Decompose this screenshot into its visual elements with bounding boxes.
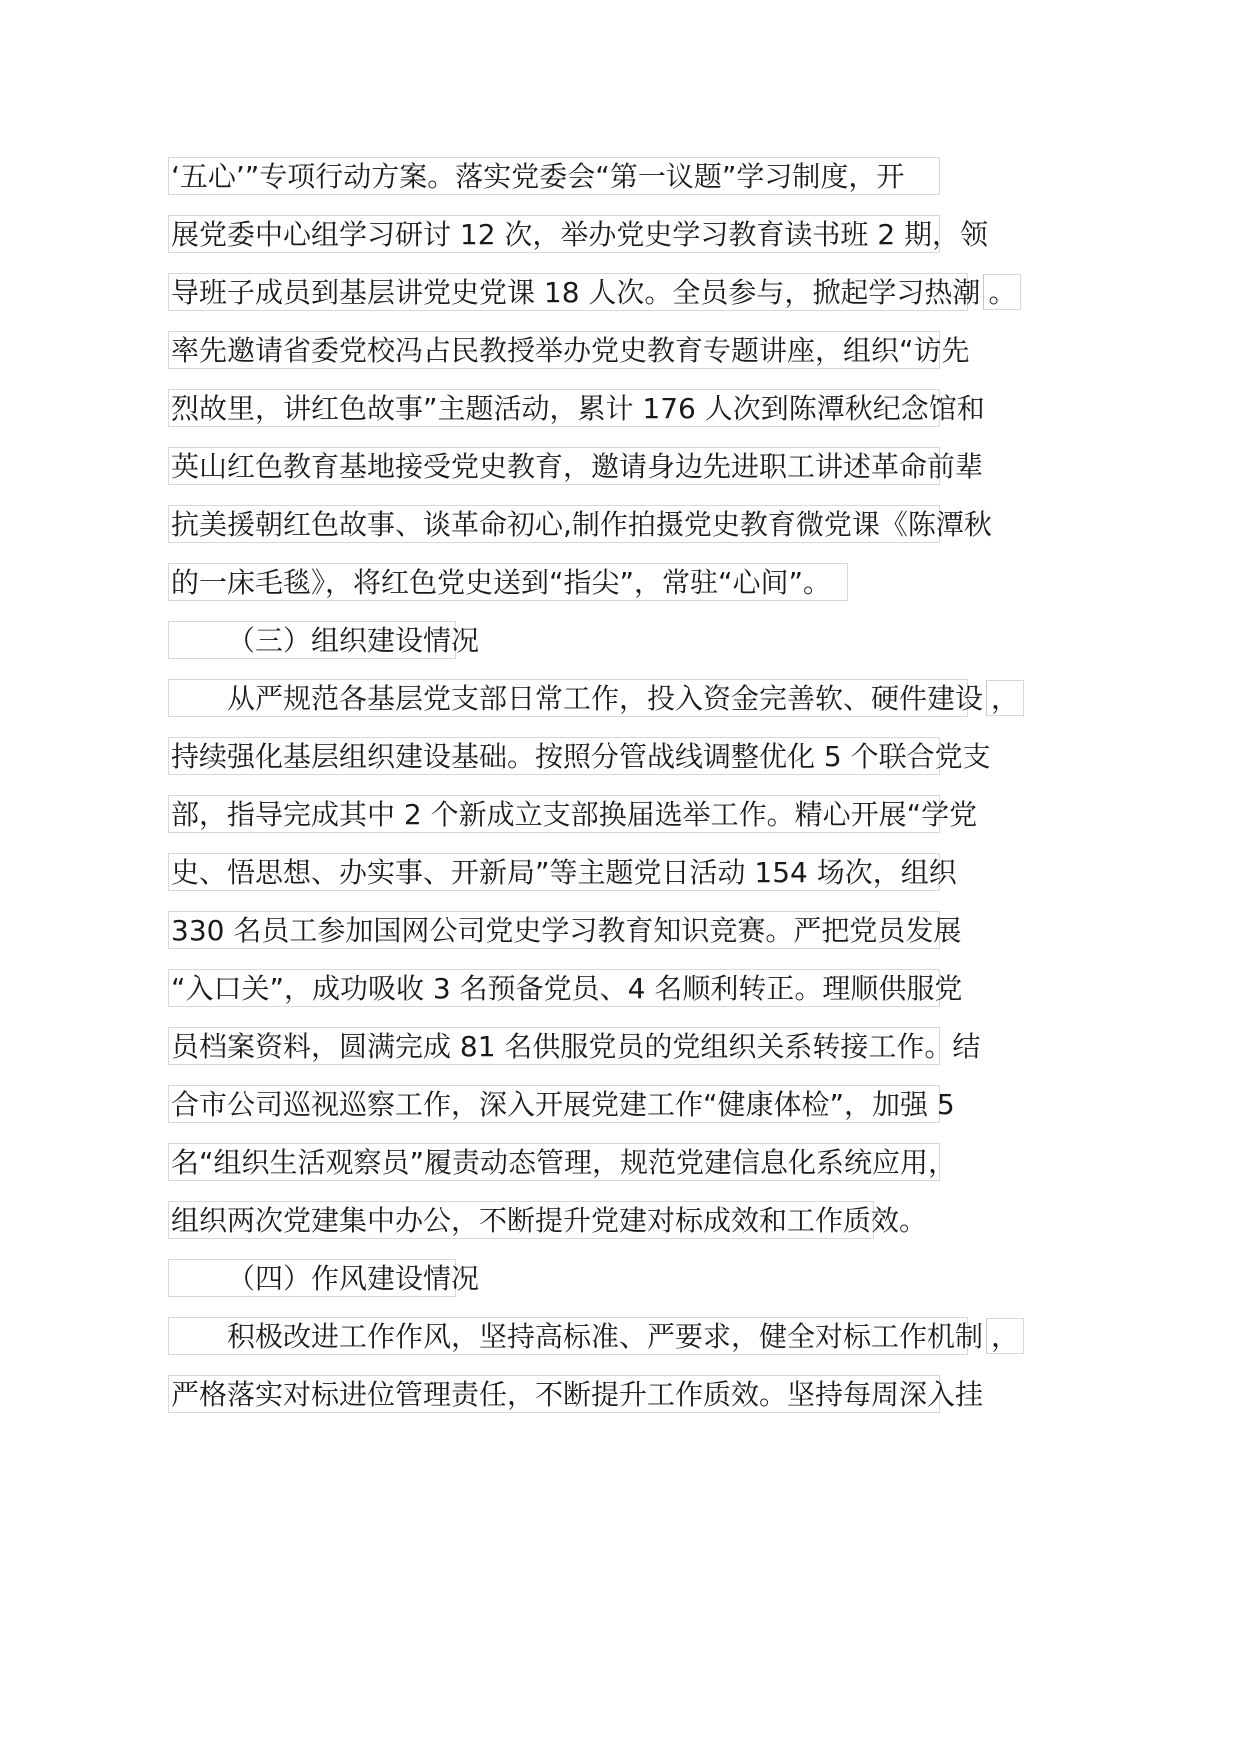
text-line-3-tail: 。: [983, 274, 1021, 310]
text-line-21: [168, 1317, 1020, 1355]
text-line-17: 合市公司巡视巡察工作，深入开展党建工作“健康体检”，加强 5: [168, 1085, 940, 1123]
text-line-2: 展党委中心组学习研讨 12 次，举办党史学习教育读书班 2 期，领: [168, 215, 940, 253]
text-line-15: “入口关”，成功吸收 3 名预备党员、4 名顺利转正。理顺供服党: [168, 969, 940, 1007]
text-line-4: 率先邀请省委党校冯占民教授举办党史教育专题讲座，组织“访先: [168, 331, 940, 369]
text-line-14: 330 名员工参加国网公司党史学习教育知识竞赛。严把党员发展: [168, 911, 940, 949]
text-line-10: [168, 679, 1020, 717]
text-line-13: 史、悟思想、办实事、开新局”等主题党日活动 154 场次，组织: [168, 853, 940, 891]
section-heading-3: （三）组织建设情况: [168, 621, 456, 659]
text-line-7: 抗美援朝红色故事、谈革命初心,制作拍摄党史教育微党课《陈潭秋: [168, 505, 940, 543]
text-line-8: 的一床毛毯》，将红色党史送到“指尖”，常驻“心间”。: [168, 563, 848, 601]
text-line-10-tail: ，: [986, 680, 1024, 716]
text-line-1: ‘五心’”专项行动方案。落实党委会“第一议题”学习制度，开: [168, 157, 940, 195]
text-line-5: 烈故里，讲红色故事”主题活动，累计 176 人次到陈潭秋纪念馆和: [168, 389, 940, 427]
text-line-22: 严格落实对标进位管理责任，不断提升工作质效。坚持每周深入挂: [168, 1375, 940, 1413]
text-line-3: [168, 273, 1017, 311]
text-line-16: 员档案资料，圆满完成 81 名供服党员的党组织关系转接工作。结: [168, 1027, 940, 1065]
text-line-21-body: 积极改进工作作风，坚持高标准、严要求，健全对标工作机制: [227, 1320, 984, 1353]
text-line-18: 名“组织生活观察员”履责动态管理，规范党建信息化系统应用，: [168, 1143, 940, 1181]
text-line-10-body: 从严规范各基层党支部日常工作，投入资金完善软、硬件建设: [227, 682, 984, 715]
text-line-12: 部，指导完成其中 2 个新成立支部换届选举工作。精心开展“学党: [168, 795, 940, 833]
section-heading-4: （四）作风建设情况: [168, 1259, 456, 1297]
text-line-6: 英山红色教育基地接受党史教育，邀请身边先进职工讲述革命前辈: [168, 447, 940, 485]
text-line-3-body: 导班子成员到基层讲党史党课 18 人次。全员参与，掀起学习热潮: [171, 276, 981, 309]
text-line-11: 持续强化基层组织建设基础。按照分管战线调整优化 5 个联合党支: [168, 737, 940, 775]
text-line-21-tail: ，: [986, 1318, 1024, 1354]
text-line-19: 组织两次党建集中办公，不断提升党建对标成效和工作质效。: [168, 1201, 874, 1239]
